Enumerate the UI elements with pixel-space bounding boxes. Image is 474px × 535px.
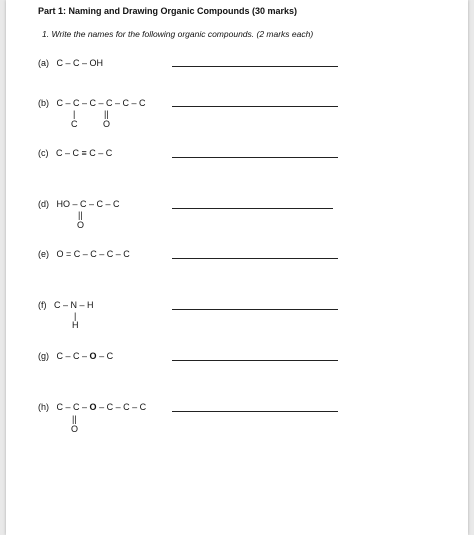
- branch-bond: ||: [72, 414, 77, 424]
- branch-bond: |: [74, 311, 77, 321]
- formula-part: C – C –: [56, 351, 88, 361]
- answer-line-c[interactable]: [172, 157, 338, 158]
- answer-line-g[interactable]: [172, 360, 338, 361]
- answer-line-d[interactable]: [172, 208, 333, 209]
- question-label: (d): [38, 199, 49, 209]
- question-label: (e): [38, 249, 49, 259]
- branch-atom: O: [71, 424, 79, 434]
- formula: C – N – H: [54, 300, 94, 310]
- page-title: Part 1: Naming and Drawing Organic Compounds (30 marks): [38, 6, 298, 16]
- question-h: [38, 402, 146, 412]
- question-a: [38, 58, 103, 68]
- oxygen-atom: O: [89, 402, 97, 412]
- question-c: [38, 148, 112, 158]
- formula: C – C – C – C – C – C: [56, 98, 146, 108]
- question-label: (g): [38, 351, 49, 361]
- formula: HO – C – C – C: [56, 199, 120, 209]
- answer-line-f[interactable]: [172, 309, 338, 310]
- question-d: [38, 199, 120, 209]
- formula-part: – C – C – C: [99, 402, 147, 412]
- answer-line-h[interactable]: [172, 411, 338, 412]
- question-label: (h): [38, 402, 49, 412]
- formula: C – C ≡ C – C: [56, 148, 113, 158]
- branch-bond: ||: [78, 210, 83, 220]
- answer-line-a[interactable]: [172, 66, 338, 67]
- branch-bond: |: [73, 109, 76, 119]
- question-e: [38, 249, 130, 259]
- formula-part: C – C –: [56, 402, 88, 412]
- question-f: [38, 300, 94, 310]
- answer-line-b[interactable]: [172, 106, 338, 107]
- worksheet-page: [6, 0, 468, 535]
- question-label: (c): [38, 148, 49, 158]
- instruction-text: 1. Write the names for the following organic compounds. (2 marks each): [42, 29, 314, 39]
- branch-atom: O: [103, 119, 111, 129]
- question-b: [38, 98, 146, 108]
- oxygen-atom: O: [89, 351, 97, 361]
- formula: C – C – OH: [56, 58, 104, 68]
- question-label: (a): [38, 58, 49, 68]
- question-label: (b): [38, 98, 49, 108]
- formula-part: – C: [99, 351, 114, 361]
- answer-line-e[interactable]: [172, 258, 338, 259]
- branch-atom: O: [77, 220, 85, 230]
- branch-bond: ||: [104, 109, 109, 119]
- branch-atom: C: [71, 119, 78, 129]
- branch-atom: H: [72, 320, 79, 330]
- question-g: [38, 351, 113, 361]
- formula: O = C – C – C – C: [56, 249, 130, 259]
- question-label: (f): [38, 300, 47, 310]
